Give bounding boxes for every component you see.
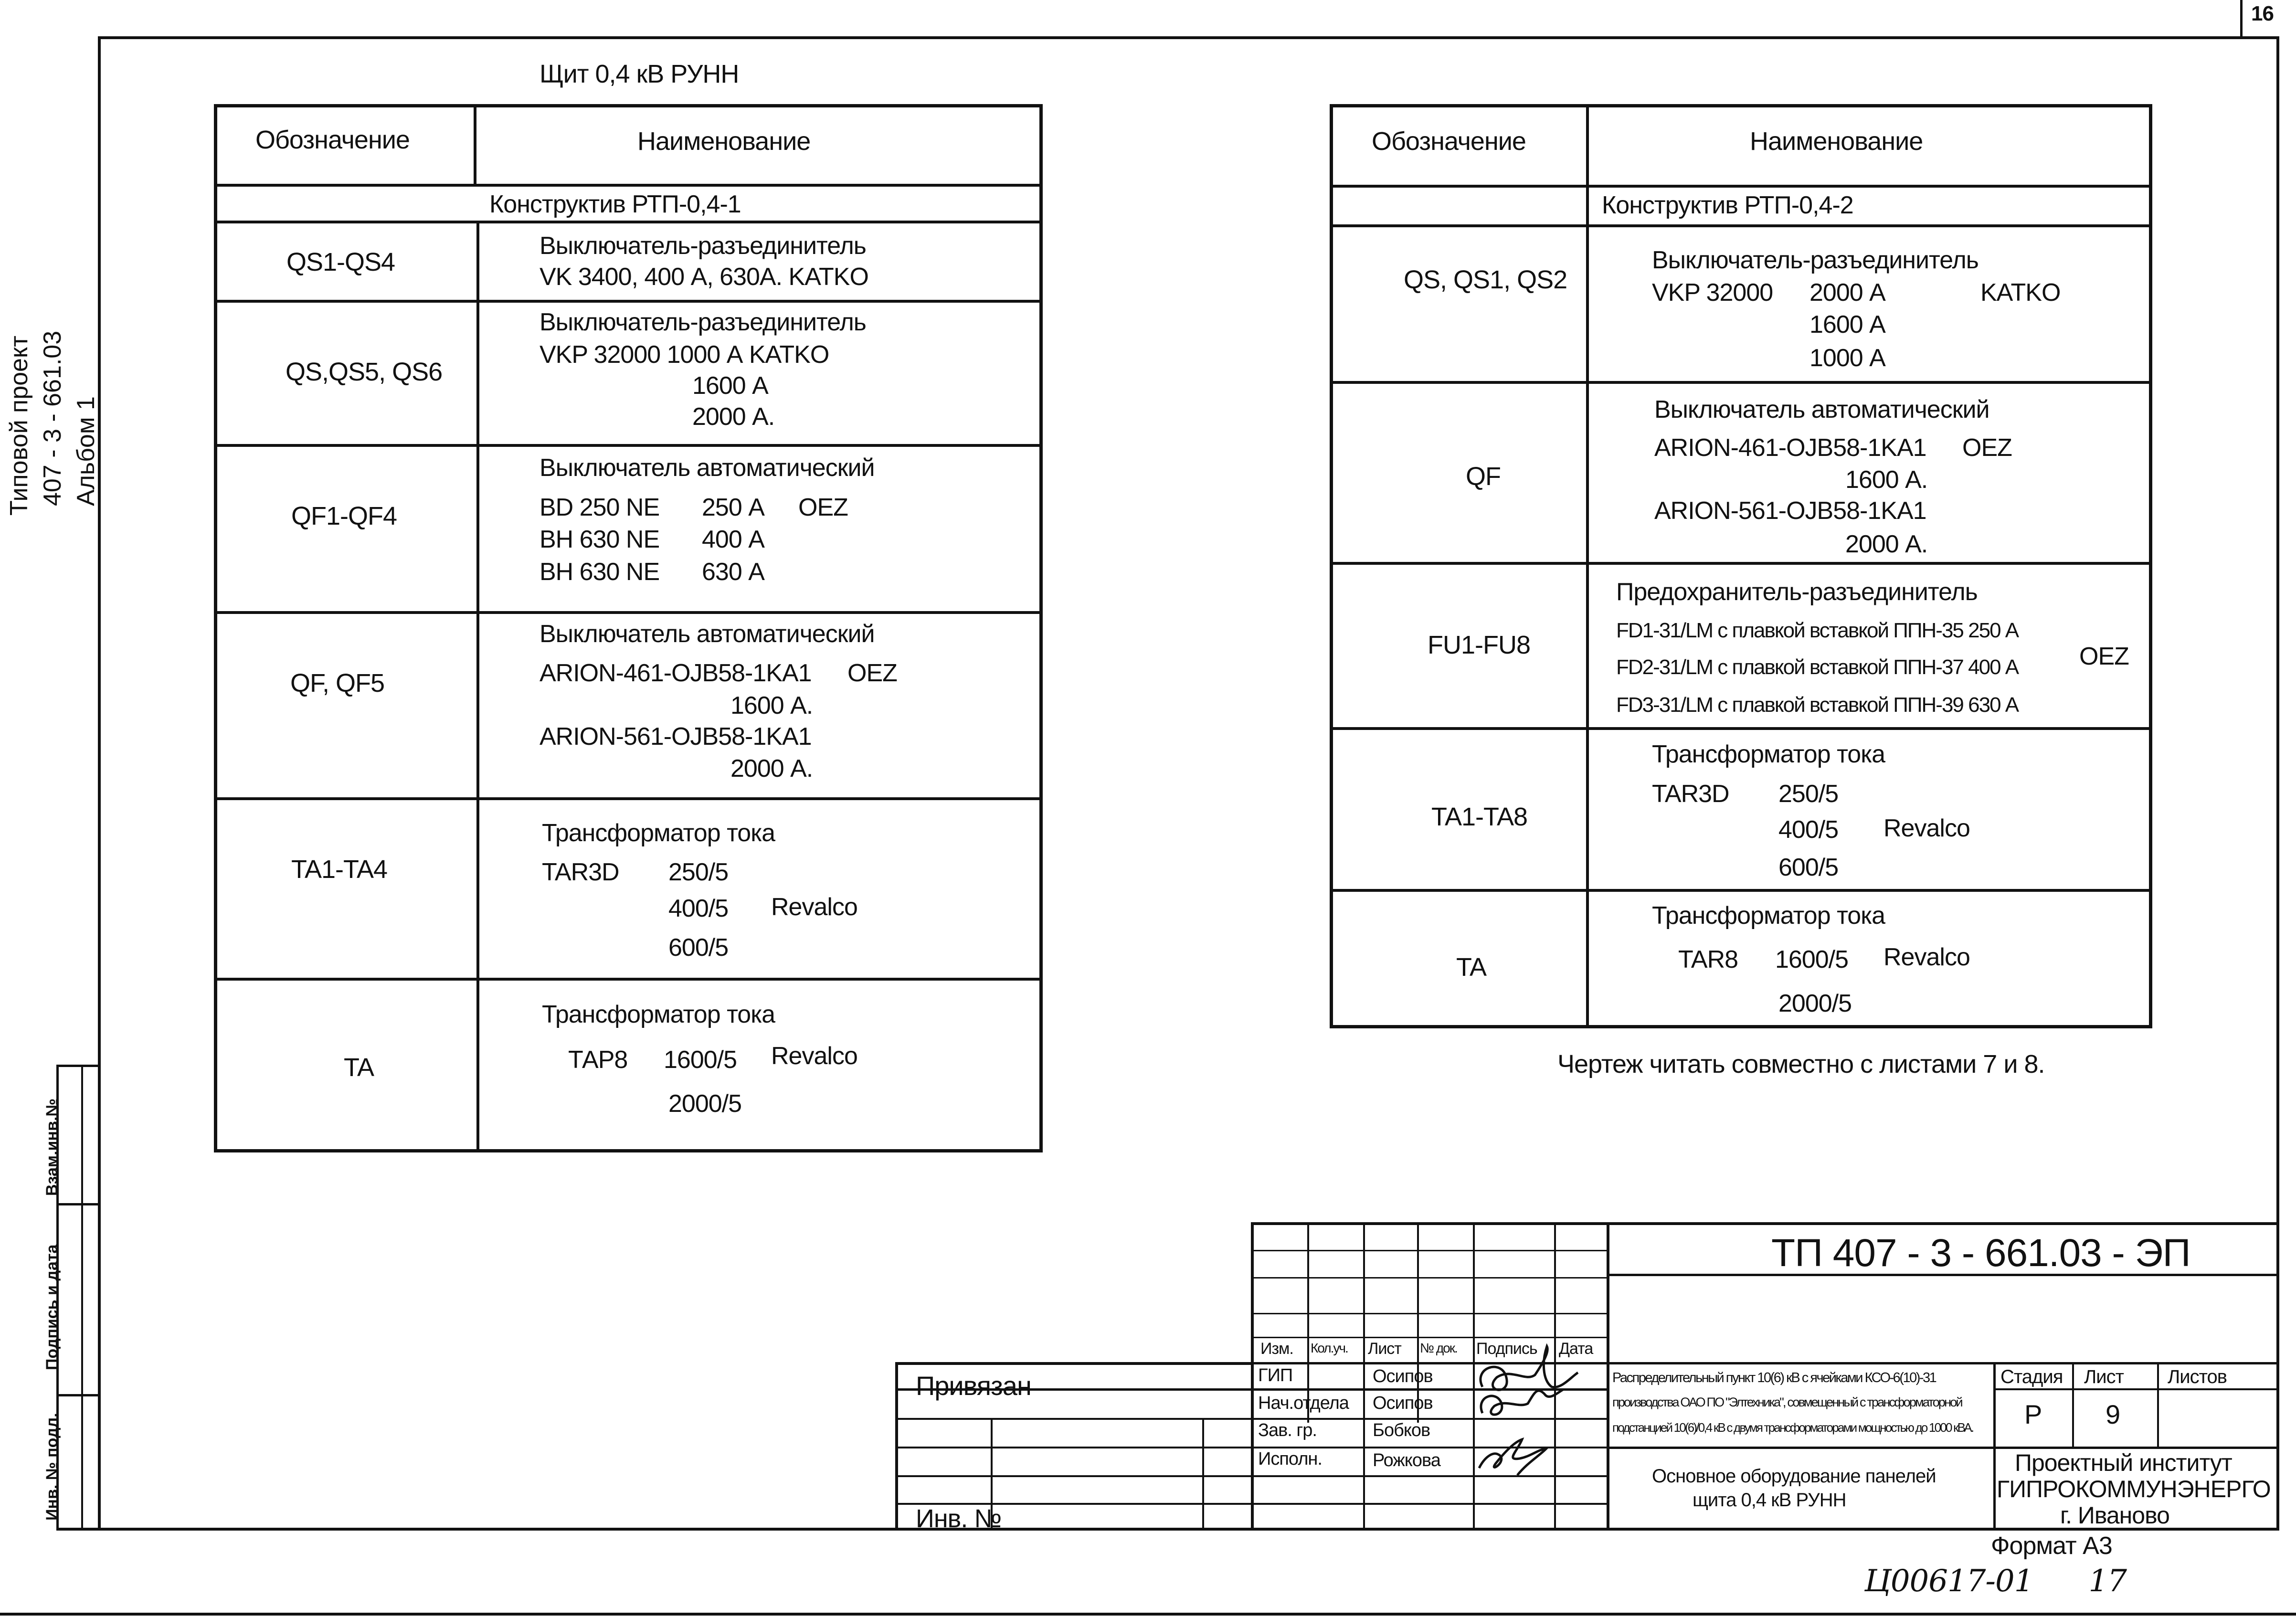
left-row6-line1: Трансформатор тока bbox=[542, 1001, 775, 1028]
left-row4-l4: ARION-561-OJB58-1KA1 bbox=[540, 723, 812, 750]
right-row1-designation: QS, QS1, QS2 bbox=[1404, 265, 1567, 294]
project-line2: 407 - 3 - 661.03 bbox=[39, 330, 66, 506]
desc-line3: подстанцией 10(6)/0,4 кВ с двумя трансформаторами мощностью до 1000 кВА. bbox=[1612, 1420, 1973, 1435]
left-row5-l2a: TAR3D bbox=[542, 858, 619, 886]
format-label: Формат А3 bbox=[1991, 1532, 2112, 1560]
left-row5-designation: TA1-TA4 bbox=[291, 855, 388, 884]
right-row3-l2: FD1-31/LM с плавкой вставкой ППН-35 250 А bbox=[1616, 619, 2019, 642]
left-row5-l3b: Revalco bbox=[771, 893, 857, 921]
institute-line2: ГИПРОКОММУНЭНЕРГО bbox=[1997, 1476, 2271, 1502]
col-koluch: Кол.уч. bbox=[1311, 1341, 1348, 1355]
left-row4-line1: Выключатель автоматический bbox=[540, 620, 875, 648]
left-row3-l2b: 250 А bbox=[702, 494, 764, 521]
left-row2-line2: VKP 32000 1000 А KATKO bbox=[540, 341, 829, 369]
sheet-title-line2: щита 0,4 кВ РУНН bbox=[1693, 1490, 1846, 1511]
left-row6-l2a: ТАР8 bbox=[568, 1046, 628, 1074]
right-row1-l2b: 2000 А bbox=[1809, 279, 1885, 306]
desc-line2: производства ОАО ПО "Элтехника", совмещенный с трансформаторной bbox=[1612, 1395, 1962, 1409]
left-row5-l3a: 400/5 bbox=[668, 895, 729, 922]
right-row1-line1: Выключатель-разъединитель bbox=[1652, 246, 1979, 274]
right-row3-l3: FD2-31/LM с плавкой вставкой ППН-37 400 А bbox=[1616, 655, 2019, 679]
stamp-inv: Инв. № подл. bbox=[43, 1413, 61, 1521]
stamp-vzam: Взам.инв.№ bbox=[43, 1098, 61, 1196]
left-header-name: Наименование bbox=[637, 127, 811, 156]
left-row2-line3: 1600 А bbox=[692, 372, 768, 400]
sheet-value: 9 bbox=[2106, 1399, 2120, 1429]
right-row4-l3a: 400/5 bbox=[1778, 816, 1839, 844]
project-line3: Альбом 1 bbox=[72, 396, 100, 506]
right-row5-line1: Трансформатор тока bbox=[1652, 902, 1885, 930]
corner-sheet-number: 16 bbox=[2251, 2, 2274, 25]
left-row1-line1: Выключатель-разъединитель bbox=[540, 232, 866, 260]
name-ispoln: Рожкова bbox=[1373, 1450, 1440, 1470]
role-nach: Нач.отдела bbox=[1258, 1393, 1349, 1413]
left-row2-line1: Выключатель-разъединитель bbox=[540, 308, 866, 336]
right-row5-l2b: 1600/5 bbox=[1775, 946, 1849, 973]
left-row5-l2b: 250/5 bbox=[668, 858, 729, 886]
left-row4-l3: 1600 А. bbox=[730, 692, 813, 719]
role-ispoln: Исполн. bbox=[1258, 1449, 1322, 1469]
left-header-designation: Обозначение bbox=[255, 126, 410, 154]
role-zav: Зав. гр. bbox=[1258, 1420, 1317, 1440]
desc-line1: Распределительный пункт 10(6) кВ с ячейками КСО-6(10)-31 bbox=[1612, 1370, 1936, 1385]
name-gip: Осипов bbox=[1373, 1366, 1433, 1386]
col-ndok: № док. bbox=[1420, 1341, 1457, 1355]
right-row1-l3: 1600 А bbox=[1809, 311, 1885, 338]
left-row4-l5: 2000 А. bbox=[730, 755, 813, 782]
col-izm: Изм. bbox=[1260, 1340, 1293, 1358]
name-nach: Осипов bbox=[1373, 1393, 1433, 1413]
right-row5-l2a: TAR8 bbox=[1678, 946, 1738, 973]
right-row4-designation: TA1-TA8 bbox=[1431, 803, 1528, 831]
left-row3-l2a: BD 250 NE bbox=[540, 494, 660, 521]
right-row5-l3: 2000/5 bbox=[1778, 990, 1852, 1017]
role-gip: ГИП bbox=[1258, 1365, 1293, 1385]
col-podpis: Подпись bbox=[1476, 1340, 1537, 1358]
left-row2-line4: 2000 А. bbox=[692, 403, 775, 431]
project-line1: Типовой проект bbox=[5, 335, 33, 516]
left-row4-l2b: OEZ bbox=[847, 659, 897, 687]
right-row2-l4: ARION-561-OJB58-1KA1 bbox=[1654, 497, 1926, 525]
left-row3-l3a: BH 630 NE bbox=[540, 526, 660, 553]
right-row4-l3b: Revalco bbox=[1883, 814, 1970, 842]
left-section: Конструктив РТП-0,4-1 bbox=[489, 190, 741, 218]
drawing-note: Чертеж читать совместно с листами 7 и 8. bbox=[1557, 1050, 2045, 1078]
left-row3-line1: Выключатель автоматический bbox=[540, 454, 875, 482]
col-data: Дата bbox=[1559, 1340, 1593, 1358]
right-row1-l2c: KATKO bbox=[1980, 279, 2061, 306]
sheet-title-line1: Основное оборудование панелей bbox=[1652, 1466, 1936, 1487]
handwritten-note: Ц00617-01 17 bbox=[1864, 1564, 2127, 1599]
left-row4-l2a: ARION-461-OJB58-1KA1 bbox=[540, 659, 812, 687]
left-row3-l4a: BH 630 NE bbox=[540, 558, 660, 586]
left-row3-designation: QF1-QF4 bbox=[291, 502, 397, 530]
right-row2-designation: QF bbox=[1466, 462, 1501, 491]
left-table-caption: Щит 0,4 кВ РУНН bbox=[540, 60, 739, 88]
left-row3-l4b: 630 А bbox=[702, 558, 764, 586]
right-section: Конструктив РТП-0,4-2 bbox=[1602, 191, 1853, 219]
right-row2-l3: 1600 А. bbox=[1845, 466, 1928, 494]
stamp-podpis: Подпись и дата bbox=[43, 1244, 61, 1370]
left-row6-l2b: 1600/5 bbox=[664, 1046, 737, 1074]
right-row3-line1: Предохранитель-разъединитель bbox=[1616, 578, 1978, 606]
right-row5-designation: TA bbox=[1456, 953, 1486, 982]
institute-line3: г. Иваново bbox=[2060, 1502, 2169, 1529]
right-row2-l2b: OEZ bbox=[1962, 434, 2012, 462]
right-row2-line1: Выключатель автоматический bbox=[1654, 396, 1989, 423]
right-row1-l2a: VKP 32000 bbox=[1652, 279, 1773, 306]
right-row4-l2b: 250/5 bbox=[1778, 780, 1839, 808]
right-row3-oez: OEZ bbox=[2079, 643, 2129, 670]
sheets-label: Листов bbox=[2168, 1366, 2227, 1387]
inv-no-label: Инв. № bbox=[916, 1504, 1002, 1533]
left-row2-designation: QS,QS5, QS6 bbox=[286, 358, 443, 386]
left-row6-l2c: Revalco bbox=[771, 1042, 857, 1070]
right-row4-line1: Трансформатор тока bbox=[1652, 740, 1885, 768]
institute-line1: Проектный институт bbox=[2015, 1449, 2232, 1476]
left-row4-designation: QF, QF5 bbox=[290, 669, 385, 698]
document-code: ТП 407 - 3 - 661.03 - ЭП bbox=[1771, 1231, 2190, 1275]
name-zav: Бобков bbox=[1373, 1420, 1430, 1440]
right-row5-l2c: Revalco bbox=[1883, 943, 1970, 971]
right-row4-l2a: TAR3D bbox=[1652, 780, 1729, 808]
left-row3-l2c: OEZ bbox=[798, 494, 848, 521]
left-row5-l4: 600/5 bbox=[668, 934, 729, 962]
stage-label: Стадия bbox=[2000, 1366, 2063, 1387]
left-row1-designation: QS1-QS4 bbox=[286, 248, 395, 276]
right-header-name: Наименование bbox=[1750, 127, 1923, 156]
left-row5-line1: Трансформатор тока bbox=[542, 819, 775, 847]
left-row6-l3: 2000/5 bbox=[668, 1090, 742, 1118]
col-list: Лист bbox=[1368, 1340, 1401, 1358]
right-row2-l2a: ARION-461-OJB58-1KA1 bbox=[1654, 434, 1926, 462]
right-header-designation: Обозначение bbox=[1372, 127, 1526, 156]
right-row3-designation: FU1-FU8 bbox=[1428, 631, 1531, 659]
right-row4-l4: 600/5 bbox=[1778, 854, 1839, 881]
left-row3-l3b: 400 А bbox=[702, 526, 764, 553]
right-row3-l4: FD3-31/LM с плавкой вставкой ППН-39 630 А bbox=[1616, 693, 2019, 717]
left-row1-line2: VK 3400, 400 А, 630А. KATKO bbox=[540, 263, 868, 291]
privyazan-label: Привязан bbox=[916, 1371, 1031, 1401]
stage-value: Р bbox=[2024, 1399, 2042, 1429]
right-row1-l4: 1000 А bbox=[1809, 344, 1885, 372]
right-row2-l5: 2000 А. bbox=[1845, 530, 1928, 558]
left-row6-designation: TA bbox=[344, 1053, 374, 1082]
sheet-label: Лист bbox=[2084, 1366, 2124, 1387]
